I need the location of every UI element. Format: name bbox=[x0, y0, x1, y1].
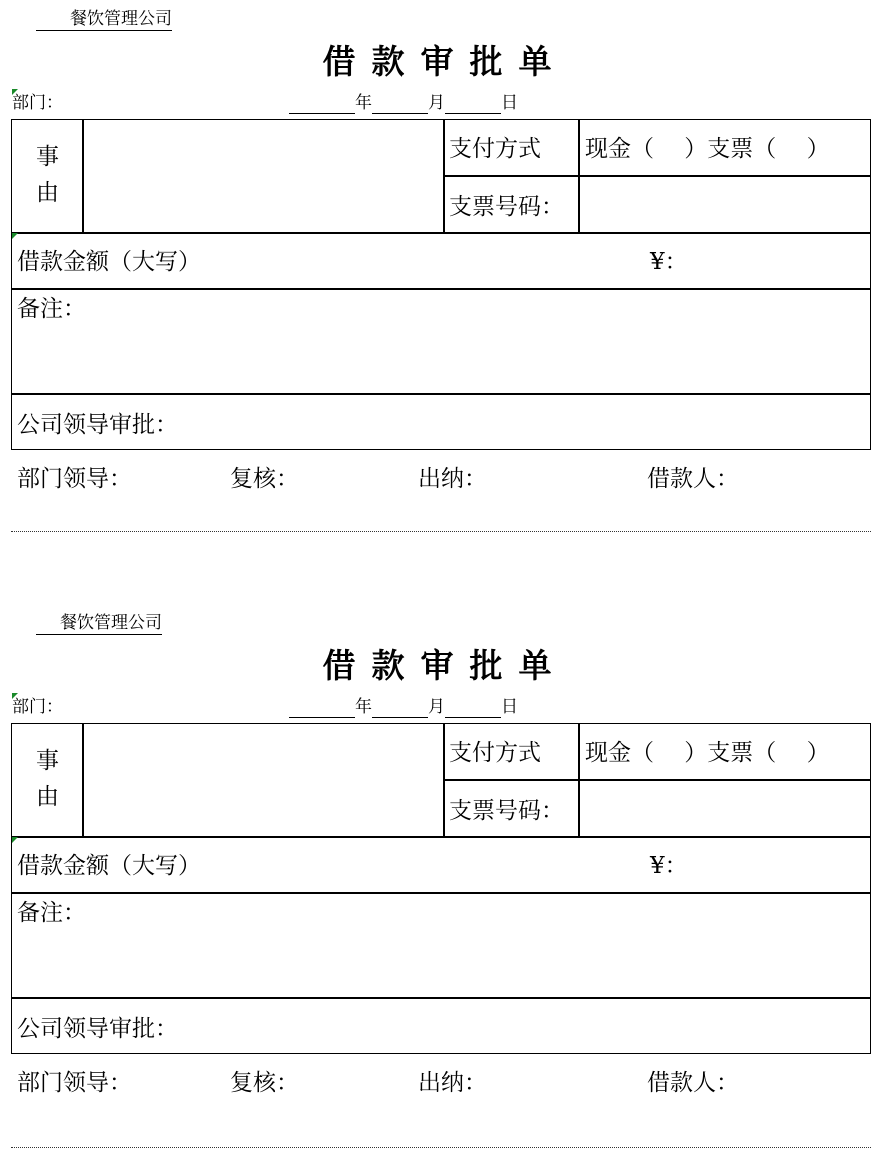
year-blank[interactable] bbox=[289, 699, 355, 718]
currency-label: ¥： bbox=[650, 249, 688, 275]
remarks-label: 备注： bbox=[17, 296, 86, 322]
borrower-sign: 借款人： bbox=[647, 1070, 739, 1096]
remarks-label: 备注： bbox=[17, 900, 86, 926]
reason-input[interactable] bbox=[84, 724, 442, 835]
form-grid bbox=[11, 723, 871, 1054]
cell-comment-marker-icon bbox=[12, 233, 18, 239]
cut-line-divider bbox=[11, 531, 871, 532]
currency-label: ¥： bbox=[650, 853, 688, 879]
department-label: 部门： bbox=[12, 93, 63, 113]
day-label: 日 bbox=[501, 93, 518, 113]
month-blank[interactable] bbox=[372, 699, 428, 718]
company-name: 餐饮管理公司 bbox=[36, 8, 172, 31]
loan-amount-label: 借款金额（大写） bbox=[17, 249, 201, 275]
reason-label-char-2: 由 bbox=[36, 784, 59, 810]
check-number-label: 支票号码： bbox=[449, 194, 564, 220]
department-label: 部门： bbox=[12, 697, 63, 717]
day-label: 日 bbox=[501, 697, 518, 717]
form-grid bbox=[11, 119, 871, 450]
loan-approval-form-2 bbox=[0, 604, 882, 1164]
year-blank[interactable] bbox=[289, 95, 355, 114]
dept-leader-sign: 部门领导： bbox=[17, 1070, 132, 1096]
day-blank[interactable] bbox=[445, 95, 501, 114]
cashier-sign: 出纳： bbox=[418, 466, 487, 492]
payment-options[interactable]: 现金（ ）支票（ ） bbox=[585, 740, 830, 766]
month-blank[interactable] bbox=[372, 95, 428, 114]
cell-comment-marker-icon bbox=[12, 89, 18, 95]
date-line bbox=[289, 696, 518, 718]
payment-method-label: 支付方式 bbox=[449, 136, 541, 162]
reason-label-char-1: 事 bbox=[36, 144, 59, 170]
check-number-input[interactable] bbox=[580, 177, 870, 231]
year-label: 年 bbox=[355, 93, 372, 113]
payment-method-label: 支付方式 bbox=[449, 740, 541, 766]
loan-amount-label: 借款金额（大写） bbox=[17, 853, 201, 879]
leader-approval-label: 公司领导审批： bbox=[17, 1016, 178, 1042]
reason-label-char-2: 由 bbox=[36, 180, 59, 206]
dept-leader-sign: 部门领导： bbox=[17, 466, 132, 492]
year-label: 年 bbox=[355, 697, 372, 717]
cut-line-divider bbox=[11, 1147, 871, 1148]
date-line bbox=[289, 92, 518, 114]
month-label: 月 bbox=[428, 93, 445, 113]
loan-approval-form-1 bbox=[0, 0, 882, 560]
borrower-sign: 借款人： bbox=[647, 466, 739, 492]
reason-input[interactable] bbox=[84, 120, 442, 231]
form-title: 借款审批单 bbox=[322, 646, 568, 685]
check-number-input[interactable] bbox=[580, 781, 870, 835]
reviewer-sign: 复核： bbox=[230, 1070, 299, 1096]
payment-options[interactable]: 现金（ ）支票（ ） bbox=[585, 136, 830, 162]
month-label: 月 bbox=[428, 697, 445, 717]
cashier-sign: 出纳： bbox=[418, 1070, 487, 1096]
leader-approval-label: 公司领导审批： bbox=[17, 412, 178, 438]
reason-label-char-1: 事 bbox=[36, 748, 59, 774]
day-blank[interactable] bbox=[445, 699, 501, 718]
company-name: 餐饮管理公司 bbox=[36, 612, 162, 635]
reviewer-sign: 复核： bbox=[230, 466, 299, 492]
form-title: 借款审批单 bbox=[322, 42, 568, 81]
cell-comment-marker-icon bbox=[12, 693, 18, 699]
cell-comment-marker-icon bbox=[12, 837, 18, 843]
check-number-label: 支票号码： bbox=[449, 798, 564, 824]
